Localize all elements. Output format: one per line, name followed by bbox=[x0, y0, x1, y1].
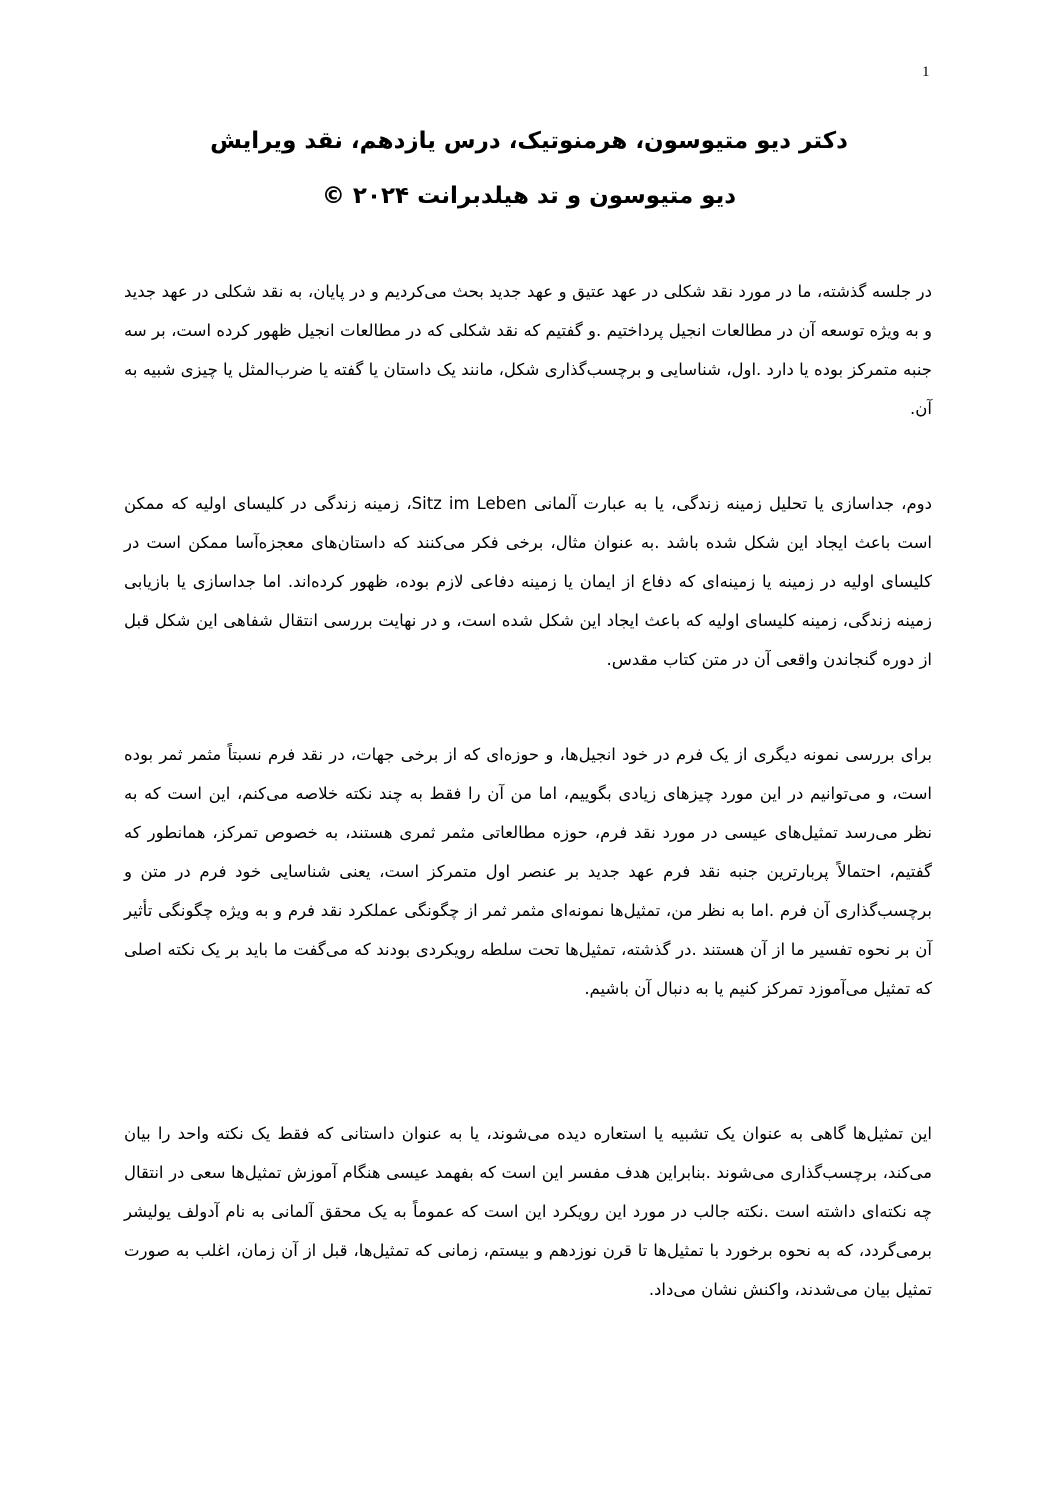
lecture-title: دکتر دیو متیوسون، هرمنوتیک، درس یازدهم، نقد ویرایش bbox=[210, 128, 848, 154]
body-paragraph-2: دوم، جداسازی یا تحلیل زمینه زندگی، یا به عبارت آلمانی Sitz im Leben، زمینه زندگی در کلیسای اولیه که ممکن است باعث ایجاد این شکل شده باشد .به عنوان مثال، برخی فکر می‌کنند که داستان‌های معجزه‌آسا ممکن است در کلیسای اولیه در زمینه یا زمینه‌ای که دفاع از ایمان یا زمینه دفاعی لازم بوده، ظهور کرده‌اند. اما جداسازی یا بازیابی زمینه زندگی، زمینه کلیسای اولیه که باعث ایجاد این شکل شده است، و در نهایت بررسی انتقال شفاهی این شکل قبل از دوره گنجاندن واقعی آن در متن کتاب مقدس. bbox=[124, 494, 932, 669]
body-paragraph-3: برای بررسی نمونه دیگری از یک فرم در خود انجیل‌ها، و حوزه‌ای که از برخی جهات، در نقد فرم نسبتاً مثمر ثمر بوده است، و می‌توانیم در این مورد چیزهای زیادی بگوییم، اما من آن را فقط به چند نکته خلاصه می‌کنم، این است که به نظر می‌رسد تمثیل‌های عیسی در مورد نقد فرم، حوزه مطالعاتی مثمر ثمری هستند، به خصوص تمرکز، همانطور که گفتیم، احتمالاً پربارترین جنبه نقد فرم عهد جدید بر عنصر اول متمرکز است، یعنی شناسایی خود فرم در متن و برچسب‌گذاری آن فرم .اما به نظر من، تمثیل‌ها نمونه‌ای مثمر ثمر از چگونگی عملکرد نقد فرم و به ویژه چگونگی تأثیر آن بر نحوه تفسیر ما از آن هستند .در گذشته، تمثیل‌ها تحت سلطه رویکردی بودند که می‌گفت ما باید بر یک نکته اصلی که تمثیل می‌آموزد تمرکز کنیم یا به دنبال آن باشیم. bbox=[124, 745, 932, 998]
body-paragraph-1: در جلسه گذشته، ما در مورد نقد شکلی در عهد عتیق و عهد جدید بحث می‌کردیم و در پایان، به نقد شکلی در عهد جدید و به ویژه توسعه آن در مطالعات انجیل پرداختیم .و گفتیم که نقد شکلی که در مطالعات انجیل ظهور کرده است، بر سه جنبه متمرکز بوده یا دارد .اول، شناسایی و برچسب‌گذاری شکل، مانند یک داستان یا گفته یا ضرب‌المثل یا چیزی شبیه به آن. bbox=[124, 282, 932, 418]
copyright-line: دیو متیوسون و تد هیلدبرانت ۲۰۲۴ © bbox=[321, 183, 737, 209]
body-paragraph-4: این تمثیل‌ها گاهی به عنوان یک تشبیه یا استعاره دیده می‌شوند، یا به عنوان داستانی که فقط یک نکته واحد را بیان می‌کند، برچسب‌گذاری می‌شوند .بنابراین هدف مفسر این است که بفهمد عیسی هنگام آموزش تمثیل‌ها سعی در انتقال چه نکته‌ای داشته است .نکته جالب در مورد این رویکرد این است که عموماً به یک محقق آلمانی به نام آدولف یولیشر برمی‌گردد، که به نحوه برخورد با تمثیل‌ها تا قرن نوزدهم و بیستم، زمانی که تمثیل‌ها، قبل از آن زمان، اغلب به صورت تمثیل بیان می‌شدند، واکنش نشان می‌داد. bbox=[124, 1124, 932, 1299]
page-number: 1 bbox=[922, 64, 930, 80]
